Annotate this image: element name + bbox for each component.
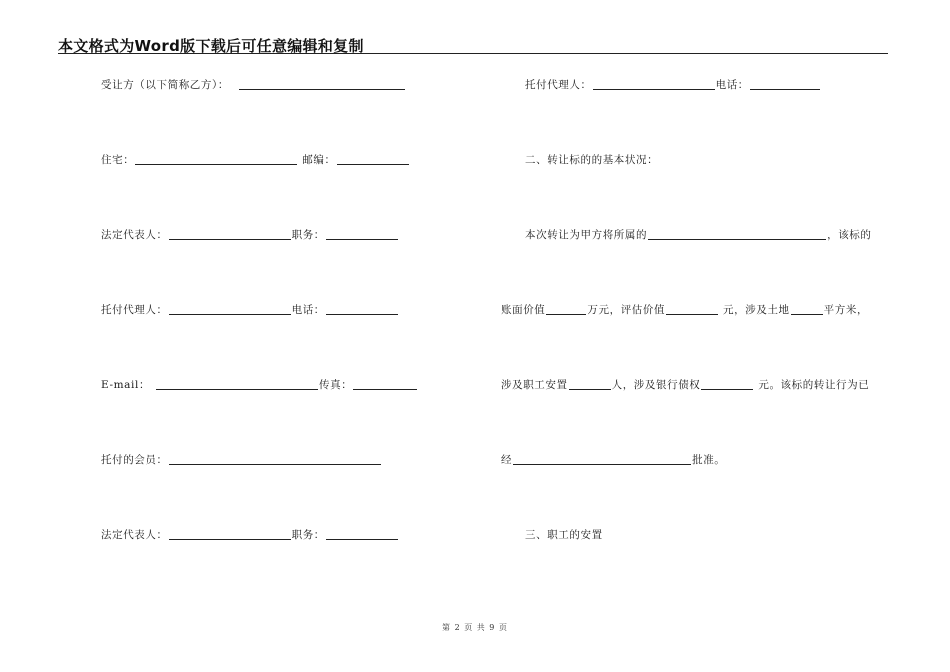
p3-text-a: 涉及职工安置 xyxy=(501,379,568,391)
agent-label: 托付代理人： xyxy=(101,304,168,316)
member-blank xyxy=(169,454,381,465)
legal-rep-label-2: 法定代表人： xyxy=(101,529,168,541)
legal-rep-line xyxy=(101,229,399,242)
p1-text-a: 本次转让为甲方将所属的 xyxy=(525,229,648,241)
header-title: 本文格式为Word版下载后可任意编辑和复制 xyxy=(58,37,364,55)
position-label: 职务： xyxy=(291,229,325,241)
email-blank xyxy=(156,379,318,390)
member-line xyxy=(101,454,382,467)
page-number: 第 2 页 共 9 页 xyxy=(442,623,508,632)
header-divider xyxy=(58,53,888,54)
legal-rep-blank-2 xyxy=(169,529,291,540)
legal-rep-line-2 xyxy=(101,529,399,542)
approval-blank xyxy=(513,454,691,465)
book-value-blank xyxy=(546,304,586,315)
section2-heading: 二、转让标的的基本状况： xyxy=(525,154,659,166)
legal-rep-label: 法定代表人： xyxy=(101,229,168,241)
postcode-label: 邮编： xyxy=(302,154,336,166)
position-blank xyxy=(326,229,398,240)
fax-blank xyxy=(353,379,417,390)
p3-text-c: 元。该标的转让行为已 xyxy=(754,379,870,391)
phone-blank-right xyxy=(750,79,820,90)
bank-debt-blank xyxy=(701,379,753,390)
section3-heading: 三、职工的安置 xyxy=(525,529,603,541)
phone-blank xyxy=(326,304,398,315)
residence-line xyxy=(101,154,410,167)
appraisal-blank xyxy=(666,304,718,315)
position-blank-2 xyxy=(326,529,398,540)
staff-blank xyxy=(569,379,611,390)
p4-text-a: 经 xyxy=(501,454,513,466)
agent-line-right xyxy=(525,79,821,92)
assignee-blank xyxy=(239,79,405,90)
assignee-line xyxy=(101,79,406,92)
paragraph-line-3 xyxy=(501,379,869,392)
member-label: 托付的会员： xyxy=(101,454,168,466)
phone-label-right: 电话： xyxy=(715,79,749,91)
p1-text-b: ，该标的 xyxy=(827,229,872,241)
agent-label-right: 托付代理人： xyxy=(525,79,592,91)
p4-text-b: 批准。 xyxy=(692,454,726,466)
phone-label: 电话： xyxy=(291,304,325,316)
p3-text-b: 人，涉及银行债权 xyxy=(611,379,701,391)
p2-text-a: 账面价值 xyxy=(501,304,546,316)
asset-blank xyxy=(648,229,826,240)
postcode-blank xyxy=(337,154,409,165)
p2-text-c: 元，涉及土地 xyxy=(719,304,790,316)
fax-label: 传真： xyxy=(319,379,353,391)
paragraph-line-4 xyxy=(501,454,725,467)
residence-label: 住宅： xyxy=(101,154,135,166)
p2-text-b: 万元，评估价值 xyxy=(587,304,666,316)
legal-rep-blank xyxy=(169,229,291,240)
p2-text-d: 平方米， xyxy=(823,304,869,316)
email-label: E-mail： xyxy=(101,379,151,391)
paragraph-line-2 xyxy=(501,304,868,317)
assignee-label: 受让方（以下简称乙方）： xyxy=(101,79,229,91)
position-label-2: 职务： xyxy=(291,529,325,541)
agent-line-left xyxy=(101,304,399,317)
residence-blank xyxy=(135,154,297,165)
email-line xyxy=(101,379,418,392)
land-blank xyxy=(791,304,823,315)
paragraph-line-1 xyxy=(525,229,872,242)
agent-blank xyxy=(169,304,291,315)
agent-blank-right xyxy=(593,79,715,90)
